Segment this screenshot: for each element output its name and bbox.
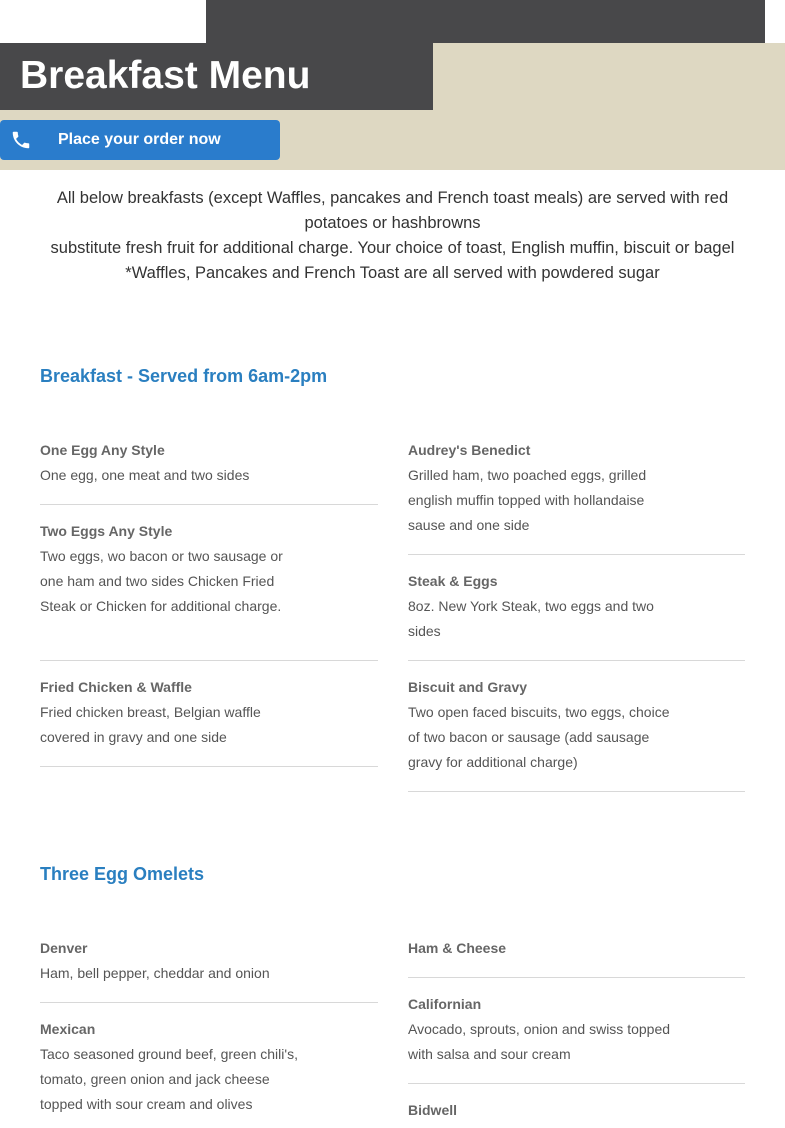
menu-item	[408, 936, 745, 978]
menu-item	[408, 569, 745, 661]
menu-item-name: Fried Chicken & Waffle	[40, 679, 192, 695]
intro-line-2: substitute fresh fruit for additional charge. Your choice of toast, English muffin, biscuit or bagel	[50, 239, 735, 257]
section-title-breakfast: Breakfast - Served from 6am-2pm	[40, 366, 328, 386]
menu-item	[408, 1098, 745, 1128]
menu-item-name: Californian	[408, 996, 482, 1012]
menu-item-name: Bidwell	[408, 1102, 458, 1118]
menu-item-name: Biscuit and Gravy	[408, 679, 528, 695]
menu-item	[40, 1017, 378, 1128]
menu-item-name: Ham & Cheese	[408, 940, 507, 956]
menu-item-name: Steak & Eggs	[408, 573, 498, 589]
menu-item-name: Audrey's Benedict	[408, 442, 531, 458]
menu-item	[40, 438, 378, 505]
place-order-button[interactable]	[0, 120, 280, 160]
intro-line-3: *Waffles, Pancakes and French Toast are all served with powdered sugar	[125, 264, 660, 282]
phone-icon	[10, 129, 32, 151]
menu-item-description: Two open faced biscuits, two eggs, choice of two bacon or sausage (add sausage gravy for additional charge)	[408, 704, 670, 770]
title-block	[0, 43, 433, 110]
menu-item-description: Two eggs, wo bacon or two sausage or one ham and two sides Chicken Fried Steak or Chicken for additional charge.	[40, 548, 283, 614]
top-dark-bar	[206, 0, 765, 43]
menu-item-description: Ham, bell pepper, cheddar and onion	[40, 965, 270, 981]
menu-item-description: Taco seasoned ground beef, green chili's, tomato, green onion and jack cheese topped with sour cream and olives	[40, 1046, 298, 1112]
intro-text	[40, 186, 745, 286]
menu-item-description: Grilled ham, two poached eggs, grilled english muffin topped with hollandaise sause and one side	[408, 467, 647, 533]
menu-item-name: Two Eggs Any Style	[40, 523, 173, 539]
place-order-label: Place your order now	[58, 131, 221, 148]
menu-item	[408, 675, 745, 792]
intro-line-1: All below breakfasts (except Waffles, pancakes and French toast meals) are served with red potatoes or hashbrowns	[56, 189, 729, 232]
menu-item-description: Avocado, sprouts, onion and swiss topped with salsa and sour cream	[408, 1021, 671, 1062]
menu-item-name: One Egg Any Style	[40, 442, 165, 458]
menu-item-name: Denver	[40, 940, 88, 956]
menu-item-name: Mexican	[40, 1021, 96, 1037]
menu-item	[408, 992, 745, 1084]
menu-item	[40, 936, 378, 1003]
menu-item-description: Fried chicken breast, Belgian waffle covered in gravy and one side	[40, 704, 261, 745]
menu-item-description: One egg, one meat and two sides	[40, 467, 250, 483]
menu-item	[40, 675, 378, 767]
menu-item	[408, 438, 745, 555]
menu-item-description: 8oz. New York Steak, two eggs and two sides	[408, 598, 654, 639]
section-title-omelets: Three Egg Omelets	[40, 864, 205, 884]
menu-item	[40, 519, 378, 661]
page-title: Breakfast Menu	[20, 54, 311, 97]
